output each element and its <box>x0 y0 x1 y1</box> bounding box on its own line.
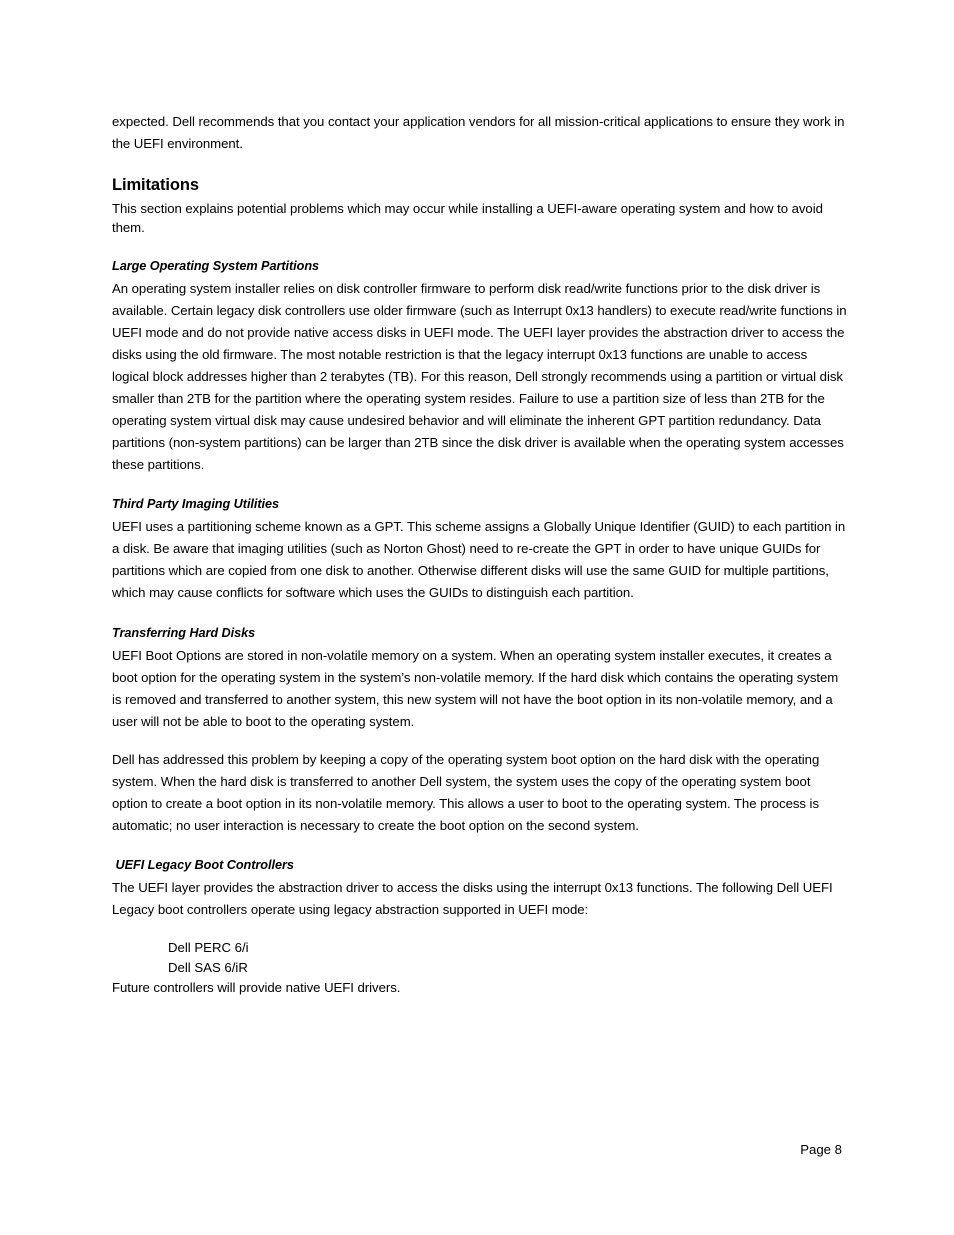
imaging-heading: Third Party Imaging Utilities <box>112 497 280 511</box>
page-number: Page 8 <box>800 1142 842 1157</box>
transferring-heading: Transferring Hard Disks <box>112 626 256 640</box>
limitations-intro: This section explains potential problems which may occur while installing a UEFI-aware operating system and how to avoid them. <box>112 201 823 235</box>
list-item: Dell SAS 6/iR <box>168 960 248 975</box>
legacy-controllers-paragraph: The UEFI layer provides the abstraction driver to access the disks using the interrupt 0x13 functions. The following Dell UEFI Legacy boot controllers operate using legacy abstraction supported in UEFI mode: <box>112 880 833 917</box>
document-page <box>112 111 847 997</box>
controller-list <box>112 938 847 978</box>
limitations-heading: Limitations <box>112 176 199 194</box>
large-partitions-heading: Large Operating System Partitions <box>112 259 320 273</box>
transferring-paragraph-2: Dell has addressed this problem by keeping a copy of the operating system boot option on the hard disk with the operating system. When the hard disk is transferred to another Dell system, the system uses the copy of the operating system boot option to create a boot option in its non-volatile memory. This allows a user to boot to the operating system. The process is automatic; no user interaction is necessary to create the boot option on the second system. <box>112 752 820 833</box>
list-item: Dell PERC 6/i <box>168 940 249 955</box>
transferring-paragraph-1: UEFI Boot Options are stored in non-volatile memory on a system. When an operating system installer executes, it creates a boot option for the operating system in the system’s non-volatile memory. If the hard disk which contains the operating system is removed and transferred to another system, this new system will not have the boot option in its non-volatile memory, and a user will not be able to boot to the operating system. <box>112 648 839 729</box>
imaging-paragraph: UEFI uses a partitioning scheme known as a GPT. This scheme assigns a Globally Unique Identifier (GUID) to each partition in a disk. Be aware that imaging utilities (such as Norton Ghost) need to re-create the GPT in order to have unique GUIDs for partitions which are copied from one disk to another. Otherwise different disks will use the same GUID for multiple partitions, which may cause conflicts for software which uses the GUIDs to distinguish each partition. <box>112 519 846 600</box>
intro-paragraph: expected. Dell recommends that you contact your application vendors for all mission-critical applications to ensure they work in the UEFI environment. <box>112 114 845 151</box>
large-partitions-paragraph: An operating system installer relies on disk controller firmware to perform disk read/write functions prior to the disk driver is available. Certain legacy disk controllers use older firmware (such as Interrupt 0x13 handlers) to execute read/write functions in UEFI mode and do not provide native access disks in UEFI mode. The UEFI layer provides the abstraction driver to access the disks using the old firmware. The most notable restriction is that the legacy interrupt 0x13 functions are unable to access logical block addresses higher than 2 terabytes (TB). For this reason, Dell strongly recommends using a partition or virtual disk smaller than 2TB for the partition where the operating system resides. Failure to use a partition size of less than 2TB for the operating system virtual disk may cause undesired behavior and will eliminate the inherent GPT partition redundancy. Data partitions (non-system partitions) can be larger than 2TB since the disk driver is available when the operating system accesses these partitions. <box>112 281 847 472</box>
legacy-controllers-footer: Future controllers will provide native UEFI drivers. <box>112 980 401 995</box>
legacy-controllers-heading: UEFI Legacy Boot Controllers <box>112 858 294 872</box>
